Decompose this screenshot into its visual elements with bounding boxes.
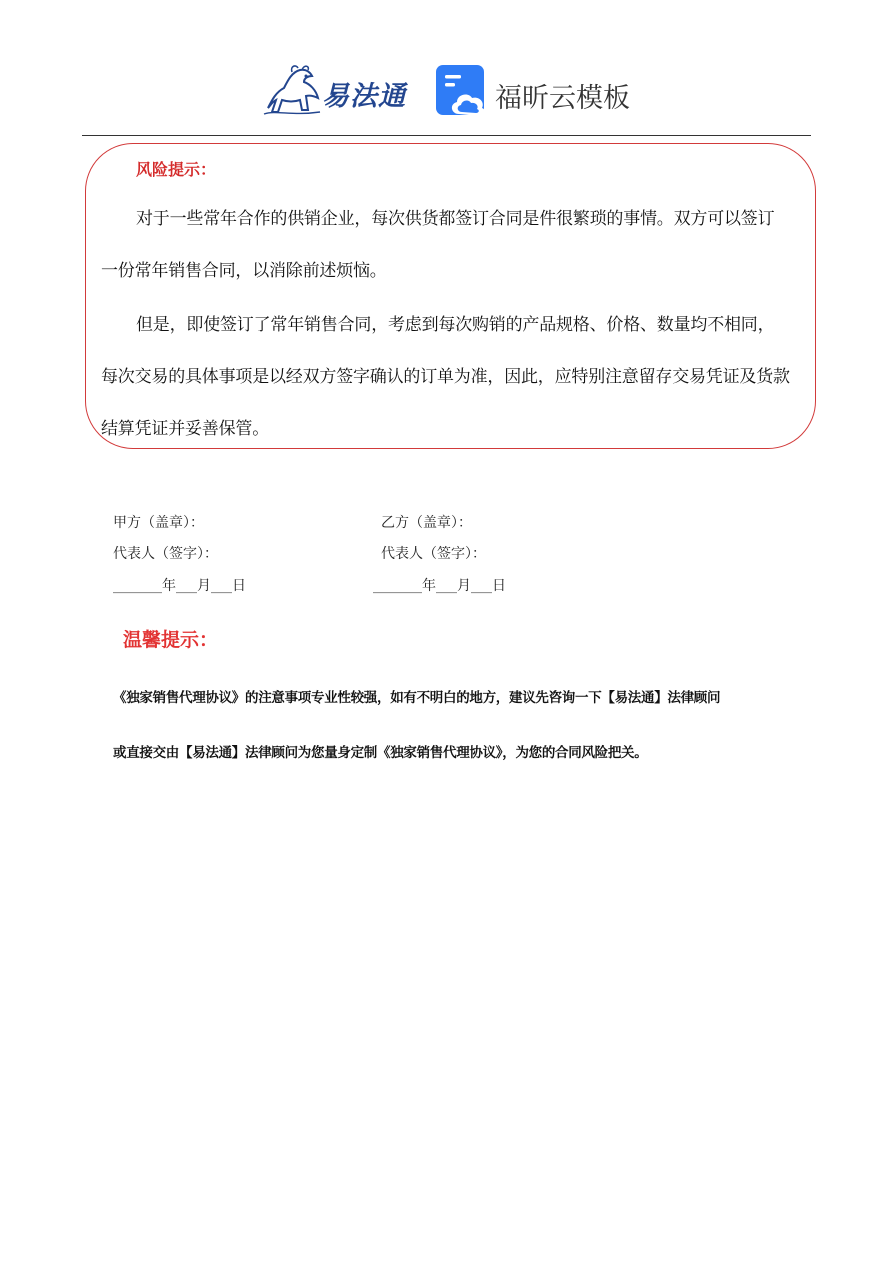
yifatong-brand: 易法通: [322, 81, 406, 112]
party-a-seal-label: 甲方（盖章）：: [113, 515, 204, 531]
party-a-date-line: _______年___月___日: [113, 578, 246, 594]
party-b-seal-label: 乙方（盖章）：: [381, 515, 472, 531]
cloud-document-icon: [435, 64, 489, 118]
warm-tip-line-1: 《独家销售代理协议》的注意事项专业性较强，如有不明白的地方，建议先咨询一下【易法通】法律顾问: [113, 690, 721, 706]
party-a-rep-label: 代表人（签字）：: [113, 546, 218, 562]
party-b-rep-label: 代表人（签字）：: [381, 546, 486, 562]
risk-notice-title: 风险提示：: [136, 160, 217, 179]
risk-paragraph-2: 但是，即使签订了常年销售合同，考虑到每次购销的产品规格、价格、数量均不相同，每次交易的具体事项是以经双方签字确认的订单为准，因此，应特别注意留存交易凭证及货款结算凭证并妥善保管。: [101, 315, 790, 439]
warm-tip-line-2: 或直接交由【易法通】法律顾问为您量身定制《独家销售代理协议》，为您的合同风险把关。: [113, 745, 648, 761]
party-b-date-line: _______年___月___日: [373, 578, 506, 594]
yifatong-logo: [262, 62, 412, 118]
header-divider: [82, 135, 811, 136]
risk-paragraph-1: 对于一些常年合作的供销企业，每次供货都签订合同是件很繁琐的事情。双方可以签订一份常年销售合同，以消除前述烦恼。: [101, 209, 775, 281]
warm-tip-title: 温馨提示：: [123, 629, 219, 651]
qilin-logo-icon: [262, 62, 324, 118]
page-header: [0, 56, 893, 126]
fuxin-brand: 福昕云模板: [495, 83, 630, 114]
